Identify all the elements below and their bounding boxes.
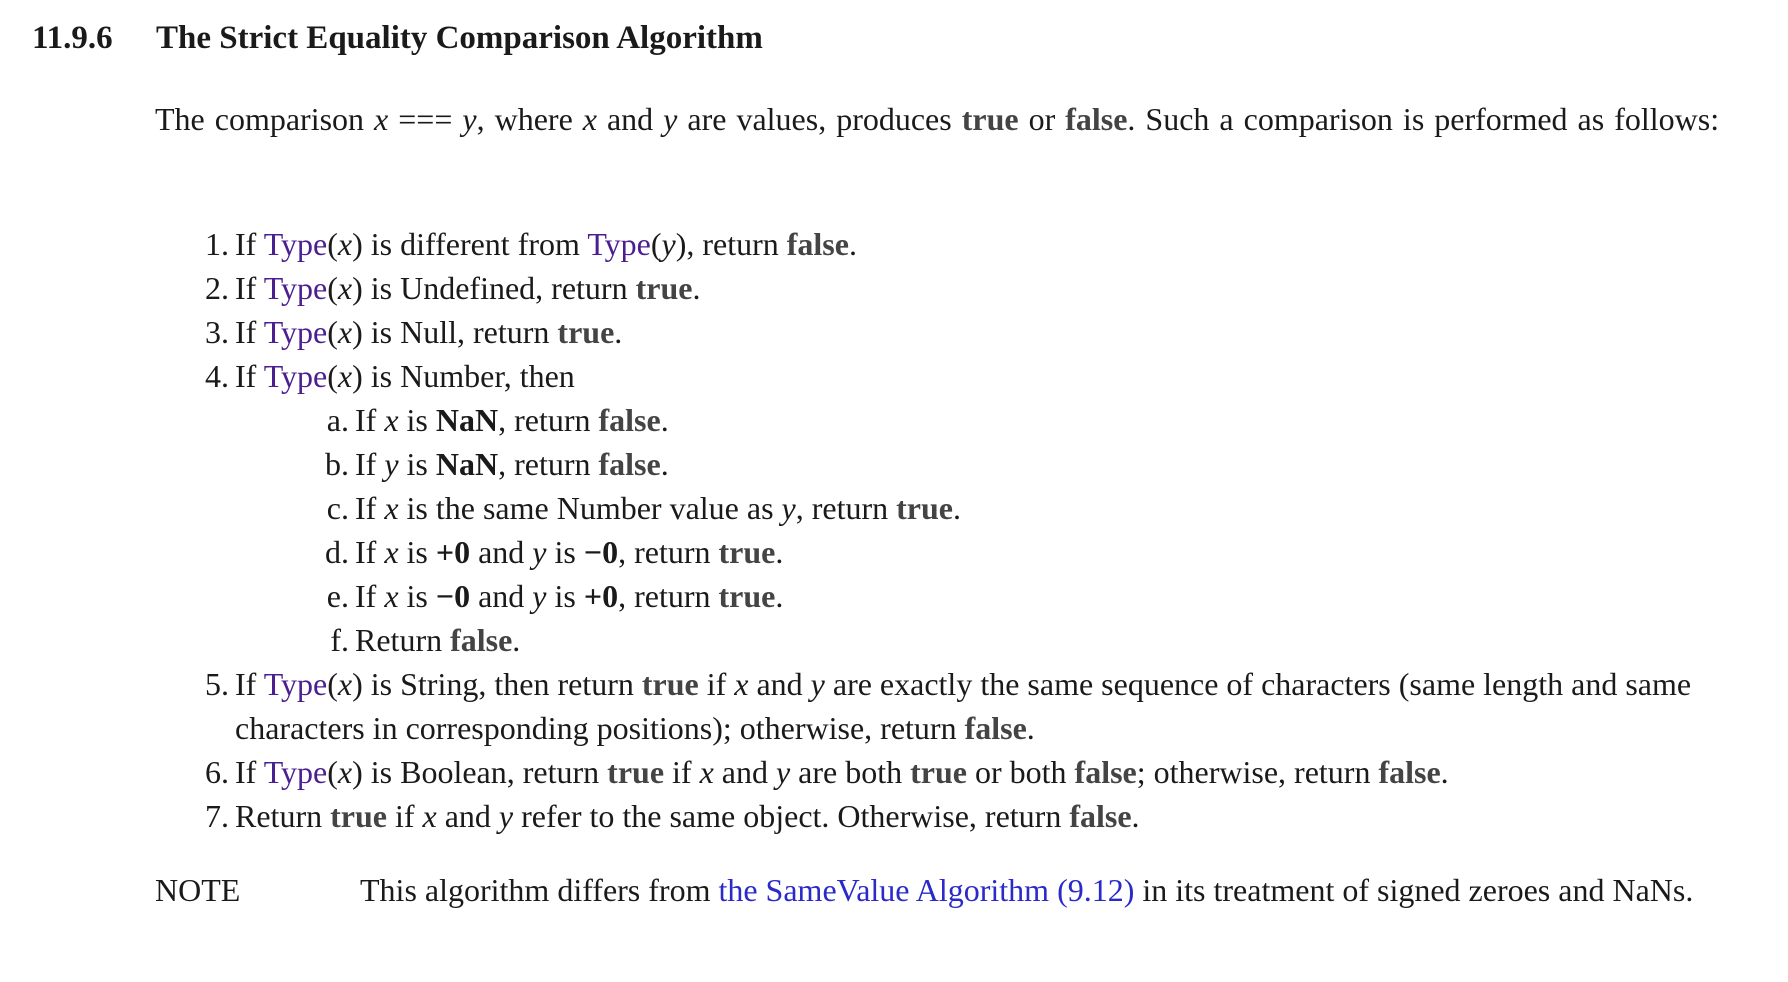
substep-letter: d. bbox=[325, 534, 349, 570]
strict-equals-operator: === bbox=[388, 101, 463, 137]
var-y: y bbox=[663, 101, 678, 137]
step-number: 3. bbox=[205, 314, 229, 350]
step-text: , return bbox=[618, 578, 719, 614]
var-x: x bbox=[374, 101, 389, 137]
keyword-false: false bbox=[1065, 101, 1128, 137]
substep-d bbox=[315, 530, 1755, 574]
keyword-true: true bbox=[896, 490, 953, 526]
substep-letter: b. bbox=[325, 446, 349, 482]
step-number: 2. bbox=[205, 270, 229, 306]
substep-e bbox=[315, 574, 1755, 618]
keyword-false: false bbox=[786, 226, 849, 262]
intro-text: . Such a comparison is performed as follows: bbox=[1127, 101, 1720, 137]
step-text: If bbox=[235, 314, 264, 350]
section-title: The Strict Equality Comparison Algorithm bbox=[156, 20, 763, 56]
samevalue-algorithm-link[interactable]: the SameValue Algorithm (9.12) bbox=[718, 872, 1135, 908]
var-y: y bbox=[810, 666, 825, 702]
var-y: y bbox=[775, 754, 791, 790]
intro-text: or bbox=[1018, 101, 1066, 137]
keyword-true: true bbox=[607, 754, 665, 790]
intro-text: The comparison bbox=[155, 101, 375, 137]
type-link[interactable]: Type bbox=[587, 226, 651, 262]
positive-zero: +0 bbox=[435, 534, 471, 570]
step-text: Return bbox=[235, 798, 331, 834]
keyword-true: true bbox=[635, 270, 693, 306]
step-text: If bbox=[235, 226, 264, 262]
step-text: If bbox=[235, 754, 264, 790]
keyword-false: false bbox=[1074, 754, 1137, 790]
step-text: and bbox=[748, 666, 811, 702]
step-text: ) is different from bbox=[352, 226, 588, 262]
substep-b bbox=[315, 442, 1755, 486]
var-y: y bbox=[532, 578, 547, 614]
var-y: y bbox=[498, 798, 514, 834]
substep-c bbox=[315, 486, 1755, 530]
step-text: . bbox=[660, 402, 669, 438]
step-text: and bbox=[470, 534, 533, 570]
step-number: 6. bbox=[205, 754, 229, 790]
step-text: . bbox=[692, 270, 701, 306]
step-text: . bbox=[775, 578, 784, 614]
keyword-nan: NaN bbox=[435, 446, 499, 482]
var-y: y bbox=[532, 534, 547, 570]
step-text: If bbox=[235, 666, 264, 702]
negative-zero: −0 bbox=[583, 534, 619, 570]
keyword-false: false bbox=[598, 402, 661, 438]
section-number: 11.9.6 bbox=[32, 20, 113, 56]
step-text: . bbox=[614, 314, 623, 350]
var-x: x bbox=[422, 798, 437, 834]
step-text: are exactly the same sequence of characters (same length and same characters in corresponding positions); otherwise, return bbox=[235, 666, 1692, 746]
step-text: if bbox=[386, 798, 423, 834]
substep-f bbox=[315, 618, 1755, 662]
step-6: 6. If Type(x) is Boolean, return true if x and y are both true or both false; otherwise, return false. bbox=[195, 750, 1755, 794]
step-text: ) is Number, then bbox=[352, 358, 575, 394]
keyword-false: false bbox=[964, 710, 1027, 746]
var-x: x bbox=[337, 314, 353, 350]
step-text: refer to the same object. Otherwise, return bbox=[513, 798, 1070, 834]
note-block bbox=[155, 868, 1755, 912]
step-text: . bbox=[848, 226, 857, 262]
step-text: . bbox=[952, 490, 961, 526]
keyword-true: true bbox=[557, 314, 615, 350]
var-x: x bbox=[337, 754, 353, 790]
step-text: , return bbox=[498, 446, 599, 482]
step-text: is bbox=[398, 402, 436, 438]
step-text: is the same Number value as bbox=[398, 490, 782, 526]
step-text: . bbox=[1131, 798, 1140, 834]
step-text: . bbox=[1026, 710, 1035, 746]
keyword-false: false bbox=[1378, 754, 1441, 790]
step-text: ) is Boolean, return bbox=[352, 754, 608, 790]
type-link[interactable]: Type bbox=[263, 226, 328, 262]
substep-letter: a. bbox=[326, 402, 349, 438]
note-body bbox=[360, 868, 1755, 912]
var-y: y bbox=[781, 490, 796, 526]
step-text: if bbox=[664, 754, 700, 790]
substep-letter: e. bbox=[326, 578, 349, 614]
step-text: and bbox=[713, 754, 776, 790]
var-x: x bbox=[384, 490, 399, 526]
step-text: and bbox=[436, 798, 499, 834]
keyword-nan: NaN bbox=[435, 402, 499, 438]
algorithm-steps bbox=[195, 222, 1755, 838]
intro-paragraph bbox=[155, 98, 1755, 141]
step-text: and bbox=[470, 578, 533, 614]
substep-letter: c. bbox=[326, 490, 349, 526]
step-text: are both bbox=[790, 754, 911, 790]
keyword-true: true bbox=[910, 754, 967, 790]
keyword-true: true bbox=[718, 578, 776, 614]
step-4: 4. If Type(x) is Number, then a. If x is NaN, return false. b. If y is NaN, return false. c. If x is the same Number value as y, return true. d. If x is +0 and y is −0, return true. e. If x is −0 and y is +0, return true. f. Return false. bbox=[195, 354, 1755, 662]
step-text: If bbox=[355, 490, 385, 526]
step-text: is bbox=[398, 578, 436, 614]
var-x: x bbox=[384, 578, 399, 614]
var-x: x bbox=[384, 534, 399, 570]
step-text: . bbox=[660, 446, 669, 482]
var-x: x bbox=[337, 358, 353, 394]
keyword-true: true bbox=[961, 101, 1019, 137]
type-link[interactable]: Type bbox=[263, 358, 328, 394]
keyword-true: true bbox=[718, 534, 776, 570]
var-x: x bbox=[699, 754, 714, 790]
step-number: 5. bbox=[205, 666, 229, 702]
type-link[interactable]: Type bbox=[263, 754, 328, 790]
var-y: y bbox=[661, 226, 676, 262]
step-number: 1. bbox=[205, 226, 229, 262]
var-y: y bbox=[384, 446, 399, 482]
type-link[interactable]: Type bbox=[263, 314, 328, 350]
step-text: , return bbox=[618, 534, 719, 570]
note-label: NOTE bbox=[155, 872, 241, 908]
step-text: ; otherwise, return bbox=[1136, 754, 1379, 790]
var-x: x bbox=[337, 270, 353, 306]
note-text: This algorithm differs from bbox=[360, 872, 719, 908]
substep-a bbox=[315, 398, 1755, 442]
step-text: . bbox=[775, 534, 784, 570]
keyword-true: true bbox=[641, 666, 699, 702]
step-4-substeps bbox=[235, 398, 1755, 662]
step-text: If bbox=[235, 270, 264, 306]
keyword-false: false bbox=[1069, 798, 1132, 834]
step-text: If bbox=[355, 534, 385, 570]
section-heading bbox=[32, 20, 763, 57]
step-text: Return bbox=[355, 622, 451, 658]
step-text: or both bbox=[966, 754, 1075, 790]
step-1: 1. If Type(x) is different from Type(y), return false. bbox=[195, 222, 1755, 266]
step-text: ) is Null, return bbox=[352, 314, 558, 350]
substep-letter: f. bbox=[330, 622, 349, 658]
type-link[interactable]: Type bbox=[263, 270, 328, 306]
keyword-false: false bbox=[598, 446, 661, 482]
intro-text: , where bbox=[476, 101, 583, 137]
step-text: is bbox=[546, 534, 584, 570]
step-text: If bbox=[355, 446, 385, 482]
intro-text: and bbox=[596, 101, 664, 137]
step-number: 4. bbox=[205, 358, 229, 394]
step-text: If bbox=[235, 358, 264, 394]
step-text: . bbox=[512, 622, 521, 658]
step-text: ) is String, then return bbox=[352, 666, 642, 702]
note-text: in its treatment of signed zeroes and NaNs. bbox=[1134, 872, 1694, 908]
type-link[interactable]: Type bbox=[263, 666, 328, 702]
intro-text: are values, produces bbox=[677, 101, 962, 137]
step-text: ), return bbox=[675, 226, 787, 262]
keyword-true: true bbox=[330, 798, 387, 834]
step-text: is bbox=[546, 578, 584, 614]
positive-zero: +0 bbox=[583, 578, 619, 614]
step-text: is bbox=[398, 534, 436, 570]
var-x: x bbox=[337, 666, 353, 702]
step-3: 3. If Type(x) is Null, return true. bbox=[195, 310, 1755, 354]
var-x: x bbox=[734, 666, 749, 702]
step-2: 2. If Type(x) is Undefined, return true. bbox=[195, 266, 1755, 310]
step-text: If bbox=[355, 402, 385, 438]
step-7 bbox=[195, 794, 1755, 838]
var-x: x bbox=[384, 402, 399, 438]
step-text: if bbox=[698, 666, 735, 702]
step-number: 7. bbox=[205, 798, 229, 834]
step-text: If bbox=[355, 578, 385, 614]
step-text: is bbox=[398, 446, 436, 482]
step-5: 5. If Type(x) is String, then return true if x and y are exactly the same sequence of characters (same length and same characters in corresponding positions); otherwise, return false. bbox=[195, 662, 1755, 750]
var-x: x bbox=[337, 226, 353, 262]
step-text: . bbox=[1440, 754, 1449, 790]
step-text: , return bbox=[795, 490, 897, 526]
step-text: , return bbox=[498, 402, 599, 438]
step-text: ) is Undefined, return bbox=[352, 270, 636, 306]
var-y: y bbox=[462, 101, 477, 137]
negative-zero: −0 bbox=[435, 578, 471, 614]
var-x: x bbox=[582, 101, 597, 137]
keyword-false: false bbox=[450, 622, 513, 658]
